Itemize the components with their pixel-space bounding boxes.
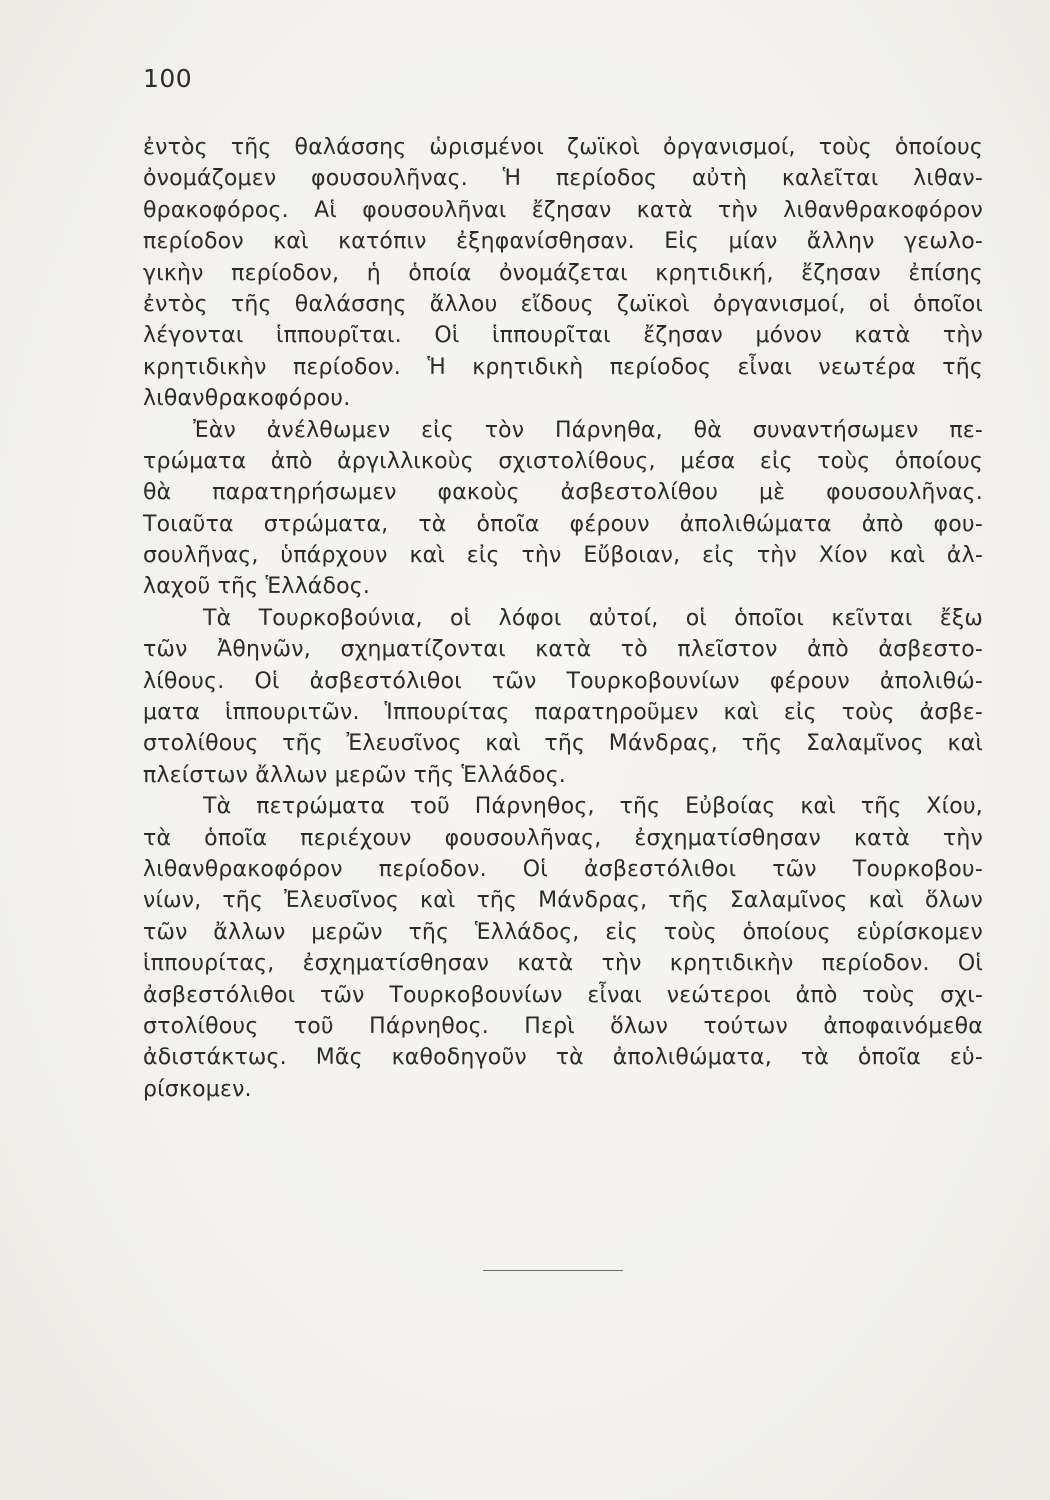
text-line: λίθους. Οἱ ἀσβεστόλιθοι τῶν Τουρκοβουνίων φέρουν ἀπολιθώ- <box>143 668 983 694</box>
text-line: ἐντὸς τῆς θαλάσσης ὡρισμένοι ζωϊκοὶ ὀργανισμοί, τοὺς ὁποίους <box>143 135 983 160</box>
text-line: περίοδον καὶ κατόπιν ἐξηφανίσθησαν. Εἰς μίαν ἄλλην γεωλο- <box>143 229 983 255</box>
text-line: ματα ἱππουριτῶν. Ἱππουρίτας παρατηροῦμεν καὶ εἰς τοὺς ἀσβε- <box>143 700 983 726</box>
section-separator <box>483 1270 623 1271</box>
text-line: Τὰ πετρώματα τοῦ Πάρνηθος, τῆς Εὐβοίας καὶ τῆς Χίου, <box>203 794 983 820</box>
text-line: ρίσκομεν. <box>143 1076 252 1102</box>
text-line: Τὰ Τουρκοβούνια, οἱ λόφοι αὐτοί, οἱ ὁποῖοι κεῖνται ἔξω <box>203 605 983 631</box>
text-line: στολίθους τῆς Ἐλευσῖνος καὶ τῆς Μάνδρας, τῆς Σαλαμῖνος καὶ <box>143 731 983 757</box>
text-line: ἀδιστάκτως. Μᾶς καθοδηγοῦν τὰ ἀπολιθώματα, τὰ ὁποῖα εὑ- <box>143 1045 983 1071</box>
text-line: λιθανθρακοφόρου. <box>143 386 351 412</box>
text-body <box>143 132 983 1105</box>
text-line: θὰ παρατηρήσωμεν φακοὺς ἀσβεστολίθου μὲ φουσουλῆνας. <box>143 480 983 506</box>
text-line: θρακοφόρος. Αἱ φουσουλῆναι ἔζησαν κατὰ τὴν λιθανθρακοφόρον <box>143 197 983 223</box>
text-line: Τοιαῦτα στρώματα, τὰ ὁποῖα φέρουν ἀπολιθώματα ἀπὸ φου- <box>143 511 983 537</box>
text-line: νίων, τῆς Ἐλευσῖνος καὶ τῆς Μάνδρας, τῆς Σαλαμῖνος καὶ ὅλων <box>143 888 983 914</box>
text-line: τρώματα ἀπὸ ἀργιλλικοὺς σχιστολίθους, μέσα εἰς τοὺς ὁποίους <box>143 448 983 474</box>
page-number: 100 <box>143 64 193 93</box>
text-line: τὰ ὁποῖα περιέχουν φουσουλῆνας, ἐσχηματίσθησαν κατὰ τὴν <box>143 825 983 851</box>
text-line: στολίθους τοῦ Πάρνηθος. Περὶ ὅλων τούτων ἀποφαινόμεθα <box>143 1013 983 1039</box>
text-line: κρητιδικὴν περίοδον. Ἡ κρητιδικὴ περίοδος εἶναι νεωτέρα τῆς <box>143 354 983 380</box>
text-line: λέγονται ἱππουρῖται. Οἱ ἱππουρῖται ἔζησαν μόνον κατὰ τὴν <box>143 323 983 349</box>
text-line: λαχοῦ τῆς Ἑλλάδος. <box>143 574 371 600</box>
text-line: ἐντὸς τῆς θαλάσσης ἄλλου εἴδους ζωϊκοὶ ὀργανισμοί, οἱ ὁποῖοι <box>143 291 983 317</box>
text-line: ἀσβεστόλιθοι τῶν Τουρκοβουνίων εἶναι νεώτεροι ἀπὸ τοὺς σχι- <box>143 982 983 1008</box>
text-line: γικὴν περίοδον, ἡ ὁποία ὀνομάζεται κρητιδική, ἔζησαν ἐπίσης <box>143 260 983 286</box>
text-line: σουλῆνας, ὑπάρχουν καὶ εἰς τὴν Εὔβοιαν, εἰς τὴν Χίον καὶ ἀλ- <box>143 543 983 569</box>
text-line: ὀνομάζομεν φουσουλῆνας. Ἡ περίοδος αὐτὴ καλεῖται λιθαν- <box>143 166 983 192</box>
text-line: τῶν ἄλλων μερῶν τῆς Ἑλλάδος, εἰς τοὺς ὁποίους εὑρίσκομεν <box>143 919 983 945</box>
text-line: τῶν Ἀθηνῶν, σχηματίζονται κατὰ τὸ πλεῖστον ἀπὸ ἀσβεστο- <box>143 637 983 663</box>
text-line: Ἐὰν ἀνέλθωμεν εἰς τὸν Πάρνηθα, θὰ συναντήσωμεν πε- <box>193 417 983 443</box>
text-line: ἱππουρίτας, ἐσχηματίσθησαν κατὰ τὴν κρητιδικὴν περίοδον. Οἱ <box>143 951 983 977</box>
text-line: πλείστων ἄλλων μερῶν τῆς Ἑλλάδος. <box>143 762 566 788</box>
text-line: λιθανθρακοφόρον περίοδον. Οἱ ἀσβεστόλιθοι τῶν Τουρκοβου- <box>143 856 983 882</box>
